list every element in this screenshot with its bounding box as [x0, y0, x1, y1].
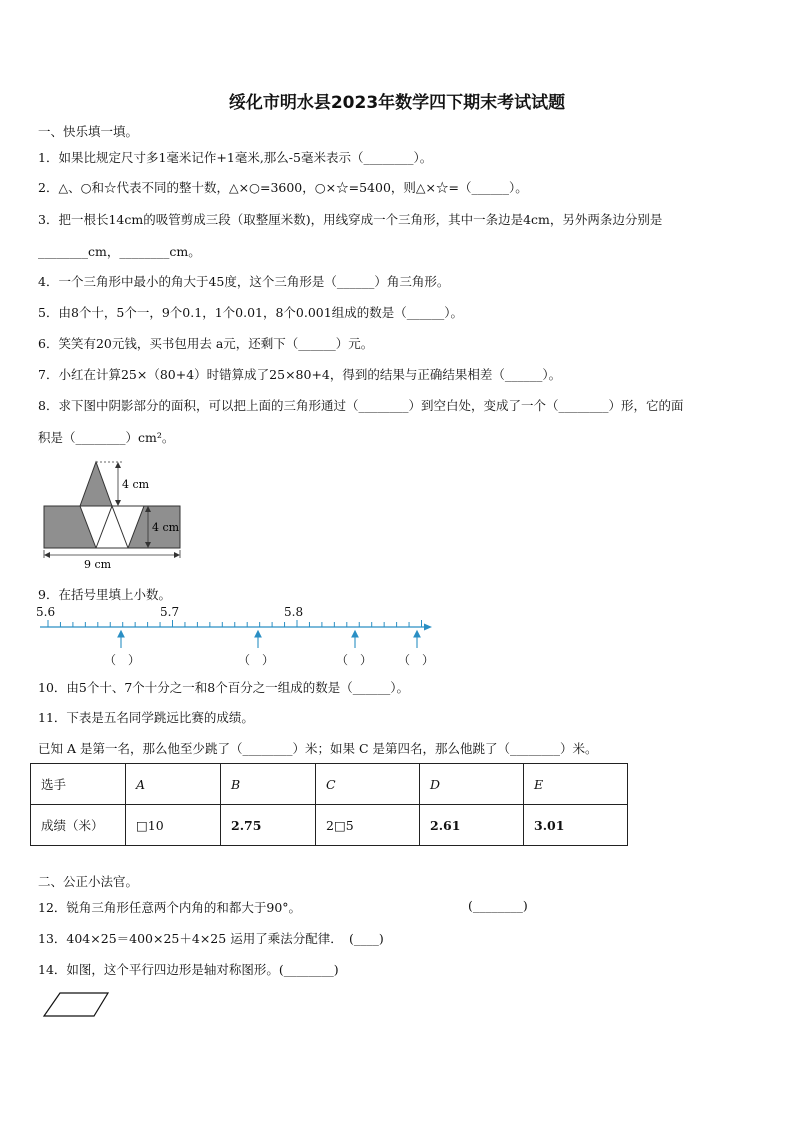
question-11-condition: 已知 A 是第一名，那么他至少跳了（________）米；如果 C 是第四名，那么他跳了（________）米。: [38, 741, 598, 756]
table-row: [31, 805, 628, 846]
table-row: [31, 764, 628, 805]
answer-blank: （ ）: [238, 653, 275, 667]
shaded-shape: [44, 462, 180, 548]
height-label-top: 4 cm: [122, 478, 150, 491]
question-2: 2．△、○和☆代表不同的整十数，△×○=3600，○×☆=5400，则△×☆=（______）。: [38, 180, 528, 195]
question-4: 4．一个三角形中最小的角大于45度，这个三角形是（______）角三角形。: [38, 274, 450, 289]
table-row-label: 成绩（米）: [31, 805, 126, 846]
player-name: A: [126, 764, 221, 805]
score-cell: 2.75: [221, 805, 316, 846]
answer-blank: (________): [468, 898, 528, 913]
number-line: [34, 602, 444, 672]
question-1: 1．如果比规定尺寸多1毫米记作+1毫米,那么-5毫米表示（________）。: [38, 150, 433, 165]
number-line-label: 5.6: [36, 605, 56, 619]
score-cell: 2□5: [316, 805, 420, 846]
parallelogram-shape: [44, 993, 108, 1016]
player-name: E: [524, 764, 628, 805]
number-line-label: 5.8: [284, 605, 304, 619]
score-cell: 2.61: [420, 805, 524, 846]
question-8-continued: 积是（________）cm²。: [38, 430, 175, 445]
score-cell: 3.01: [524, 805, 628, 846]
shaded-area-figure: [40, 452, 200, 572]
score-table: [30, 763, 628, 846]
player-name: C: [316, 764, 420, 805]
player-name: B: [221, 764, 316, 805]
question-6: 6．笑笑有20元钱，买书包用去 a元，还剩下（______）元。: [38, 336, 374, 351]
answer-blank: （ ）: [104, 653, 141, 667]
question-14: 14．如图，这个平行四边形是轴对称图形。(________): [38, 962, 339, 977]
question-11: 11．下表是五名同学跳远比赛的成绩。: [38, 710, 254, 725]
table-header-cell: 选手: [31, 764, 126, 805]
question-3-continued: ________cm，________cm。: [38, 244, 201, 259]
question-10: 10．由5个十、7个十分之一和8个百分之一组成的数是（______）。: [38, 680, 410, 695]
number-line-label: 5.7: [160, 605, 180, 619]
question-8: 8．求下图中阴影部分的面积，可以把上面的三角形通过（________）到空白处，变成了一个（________）形，它的面: [38, 398, 684, 413]
question-9: 9．在括号里填上小数。: [38, 587, 171, 602]
question-5: 5．由8个十，5个一，9个0.1，1个0.01，8个0.001组成的数是（______）。: [38, 305, 463, 320]
width-label-bottom: 9 cm: [84, 558, 112, 571]
section-heading: 二、公正小法官。: [38, 874, 139, 889]
question-7: 7．小红在计算25×（80+4）时错算成了25×80+4，得到的结果与正确结果相差（______）。: [38, 367, 562, 382]
page-title: 绥化市明水县2023年数学四下期末考试试题: [228, 93, 566, 113]
answer-blank: （ ）: [336, 653, 373, 667]
score-cell: □10: [126, 805, 221, 846]
question-3: 3．把一根长14cm的吸管剪成三段（取整厘米数)，用线穿成一个三角形，其中一条边是4cm，另外两条边分别是: [38, 212, 663, 227]
number-line-ticks: [48, 620, 422, 627]
player-name: D: [420, 764, 524, 805]
question-12: 12．锐角三角形任意两个内角的和都大于90°。: [38, 900, 302, 915]
answer-blank: （ ）: [398, 653, 435, 667]
question-13: 13．404×25＝400×25＋4×25 运用了乘法分配律． (____): [38, 931, 384, 946]
section-heading: 一、快乐填一填。: [38, 124, 139, 139]
parallelogram-figure: [38, 990, 118, 1020]
height-label-right: 4 cm: [152, 521, 180, 534]
